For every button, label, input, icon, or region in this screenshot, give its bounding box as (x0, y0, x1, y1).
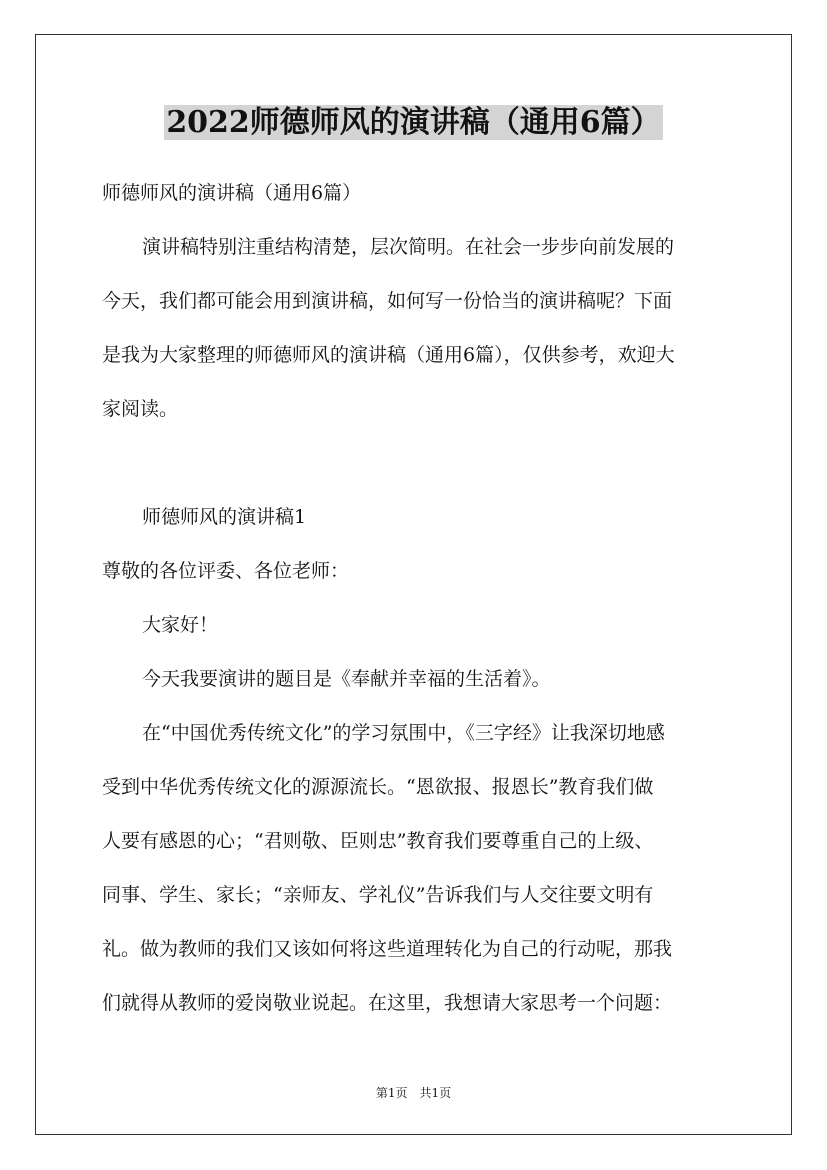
greeting: 大家好！ (142, 614, 219, 636)
page-footer: 第1页 共1页 (375, 1086, 452, 1100)
intro-paragraph (102, 220, 727, 436)
salutation: 尊敬的各位评委、各位老师： (102, 560, 350, 582)
document-subtitle: 师德师风的演讲稿（通用6篇） (102, 182, 362, 204)
intro-line: 今天，我们都可能会用到演讲稿，如何写一份恰当的演讲稿呢？下面 (102, 290, 673, 312)
body-line: 在“中国优秀传统文化”的学习氛围中，《三字经》让我深切地感 (142, 722, 665, 744)
body-line: 礼。做为教师的我们又该如何将这些道理转化为自己的行动呢，那我 (102, 938, 673, 960)
intro-line: 是我为大家整理的师德师风的演讲稿（通用6篇），仅供参考，欢迎大 (102, 344, 675, 366)
document-title (0, 104, 827, 142)
body-line: 同事、学生、家长；“亲师友、学礼仪”告诉我们与人交往要文明有 (102, 884, 654, 906)
body-line: 人要有感恩的心；“君则敬、臣则忠”教育我们要尊重自己的上级、 (102, 830, 654, 852)
intro-line: 家阅读。 (102, 398, 179, 420)
section-heading: 师德师风的演讲稿1 (142, 506, 307, 528)
body-line: 们就得从教师的爱岗敬业说起。在这里，我想请大家思考一个问题： (102, 992, 673, 1014)
document-title-text: 2022师德师风的演讲稿（通用6篇） (166, 105, 661, 140)
section-block (102, 490, 727, 1030)
body-line: 受到中华优秀传统文化的源源流长。“恩欲报、报恩长”教育我们做 (102, 776, 654, 798)
topic-line: 今天我要演讲的题目是《奉献并幸福的生活着》。 (142, 668, 551, 690)
intro-line: 演讲稿特别注重结构清楚，层次简明。在社会一步步向前发展的 (142, 236, 675, 258)
